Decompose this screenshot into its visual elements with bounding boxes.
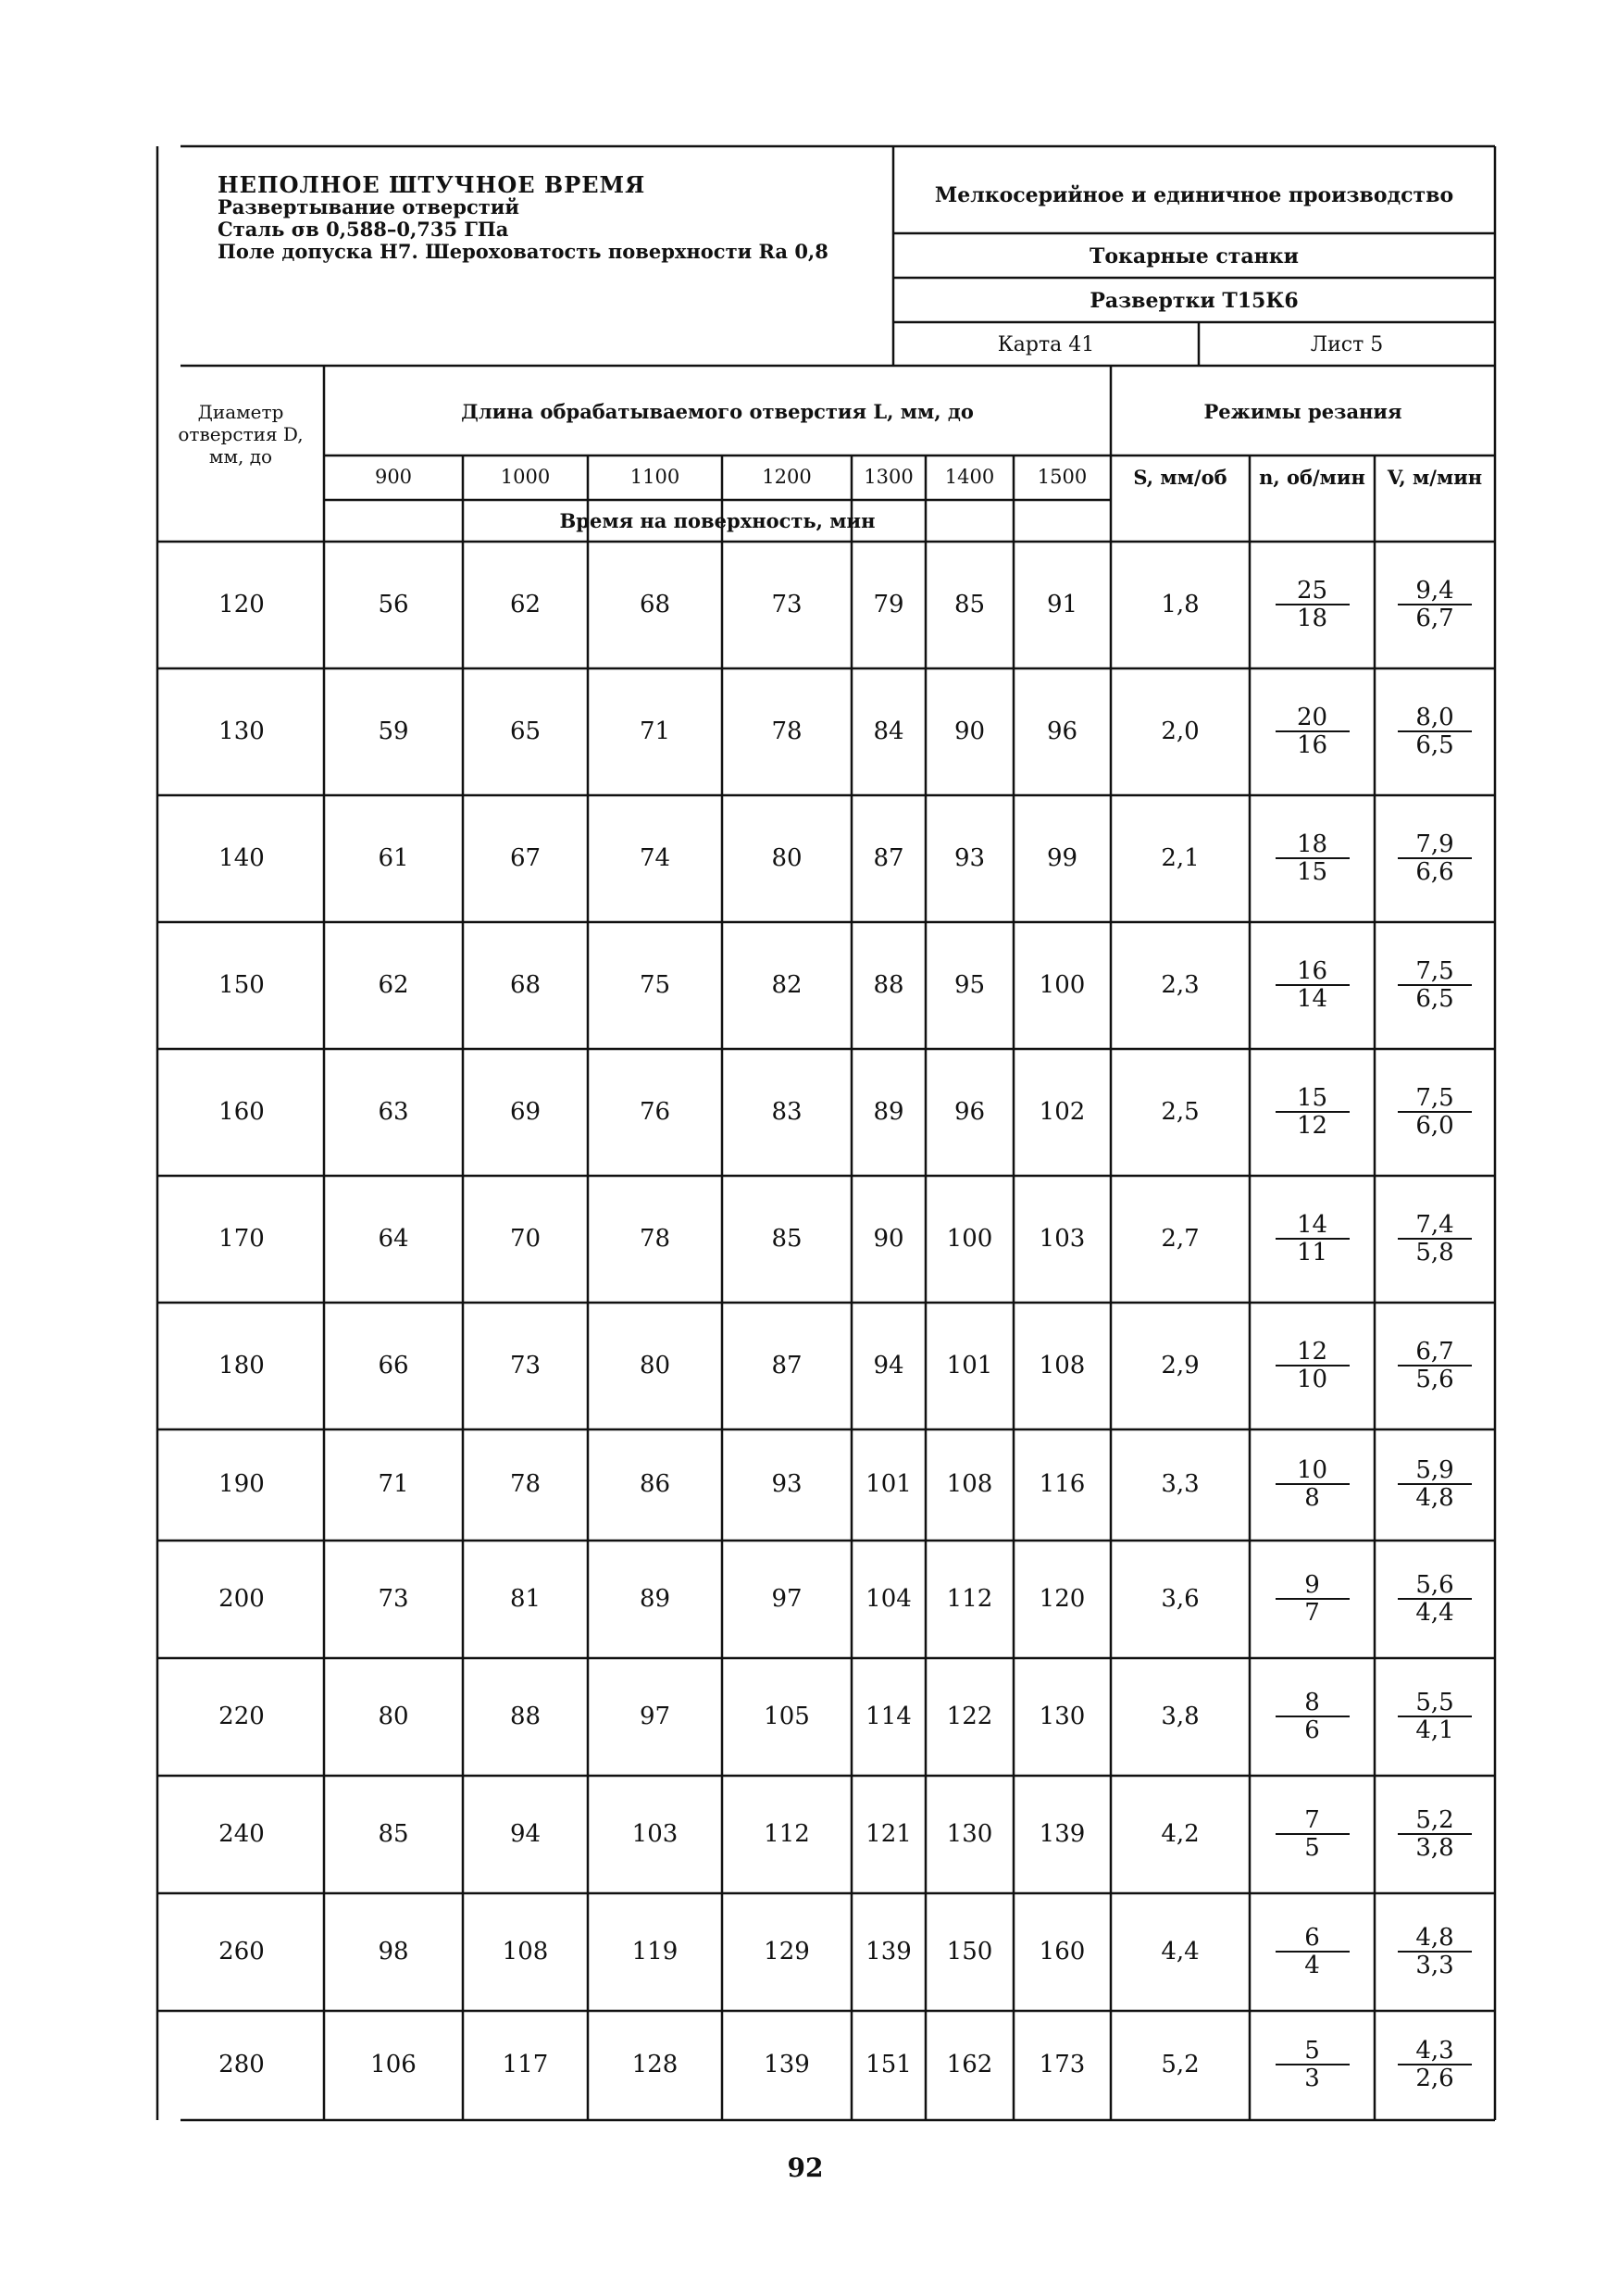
- page-number: 92: [787, 2152, 824, 2183]
- tolerance-label: Поле допуска H7. Шероховатость поверхности Ra 0,8: [218, 240, 828, 263]
- time-cell: 63: [378, 1097, 409, 1126]
- feed-cell: 2,3: [1161, 970, 1200, 999]
- rpm-fraction-numerator: 12: [1276, 1339, 1350, 1366]
- speed-fraction-numerator: 7,4: [1398, 1212, 1472, 1240]
- time-cell: 88: [509, 1702, 542, 1730]
- time-cell: 85: [378, 1819, 409, 1848]
- length-col-header: 900: [374, 466, 413, 488]
- time-cell: 94: [509, 1819, 542, 1848]
- rpm-fraction: [1276, 578, 1350, 631]
- time-cell: 108: [946, 1470, 993, 1498]
- rpm-fraction-numerator: 16: [1276, 958, 1350, 986]
- speed-fraction-denominator: 4,4: [1415, 1598, 1454, 1627]
- length-column-header: Длина обрабатываемого отверстия L, мм, до: [461, 400, 974, 423]
- diameter-cell: 120: [218, 590, 265, 618]
- time-cell: 68: [639, 590, 671, 618]
- time-cell: 117: [502, 2051, 549, 2078]
- time-cell: 96: [953, 1097, 986, 1126]
- time-cell: 130: [946, 1819, 993, 1848]
- time-cell: 69: [509, 1097, 542, 1126]
- rpm-fraction-numerator: 18: [1276, 831, 1350, 859]
- speed-fraction-numerator: 4,3: [1398, 2038, 1472, 2065]
- diameter-cell: 190: [218, 1470, 265, 1498]
- time-cell: 119: [631, 1937, 679, 1965]
- time-cell: 128: [631, 2051, 679, 2078]
- time-cell: 68: [509, 970, 542, 999]
- time-cell: 78: [509, 1470, 542, 1498]
- speed-fraction: [1398, 831, 1472, 885]
- rpm-fraction-denominator: 16: [1296, 730, 1328, 759]
- time-cell: 139: [866, 1937, 912, 1965]
- rpm-fraction-numerator: 5: [1276, 2038, 1350, 2065]
- time-cell: 85: [953, 590, 986, 618]
- time-cell: 93: [771, 1470, 803, 1498]
- rpm-fraction-denominator: 8: [1304, 1484, 1320, 1512]
- time-cell: 100: [946, 1224, 993, 1253]
- rpm-fraction-numerator: 10: [1276, 1457, 1350, 1485]
- production-type: Мелкосерийное и единичное производство: [934, 183, 1454, 207]
- rpm-fraction-numerator: 8: [1276, 1690, 1350, 1717]
- time-cell: 82: [771, 970, 803, 999]
- speed-fraction-denominator: 6,5: [1415, 984, 1454, 1013]
- time-cell: 120: [1039, 1584, 1086, 1613]
- time-cell: 78: [639, 1224, 671, 1253]
- rpm-fraction-denominator: 7: [1304, 1598, 1320, 1627]
- rpm-fraction: [1276, 1807, 1350, 1861]
- time-cell: 87: [873, 843, 904, 872]
- speed-col-header: V, м/мин: [1387, 466, 1483, 489]
- time-cell: 173: [1039, 2051, 1086, 2078]
- diameter-cell: 180: [218, 1351, 265, 1379]
- diameter-column-header: Диаметр отверстия D, мм, до: [178, 401, 304, 468]
- speed-fraction: [1398, 1339, 1472, 1392]
- diameter-cell: 160: [218, 1097, 265, 1126]
- time-cell: 62: [509, 590, 542, 618]
- rpm-fraction-numerator: 6: [1276, 1925, 1350, 1953]
- time-cell: 129: [764, 1937, 810, 1965]
- time-cell: 90: [873, 1224, 904, 1253]
- speed-fraction-denominator: 2,6: [1415, 2065, 1454, 2092]
- speed-fraction: [1398, 1085, 1472, 1139]
- speed-fraction-denominator: 6,5: [1415, 730, 1454, 759]
- time-cell: 162: [946, 2051, 993, 2078]
- length-col-header: 1100: [629, 466, 680, 488]
- feed-cell: 4,2: [1161, 1819, 1200, 1848]
- speed-fraction: [1398, 1925, 1472, 1978]
- rpm-fraction-denominator: 5: [1304, 1833, 1320, 1862]
- speed-fraction: [1398, 1572, 1472, 1626]
- speed-fraction-numerator: 9,4: [1398, 578, 1472, 605]
- rpm-fraction-numerator: 25: [1276, 578, 1350, 605]
- rpm-fraction: [1276, 2038, 1350, 2091]
- time-cell: 93: [953, 843, 986, 872]
- time-cell: 108: [1039, 1351, 1086, 1379]
- time-cell: 101: [946, 1351, 993, 1379]
- time-cell: 73: [771, 590, 803, 618]
- speed-fraction: [1398, 1457, 1472, 1511]
- rpm-fraction: [1276, 1925, 1350, 1978]
- time-cell: 94: [873, 1351, 904, 1379]
- time-cell: 139: [1039, 1819, 1086, 1848]
- time-cell: 73: [378, 1584, 409, 1613]
- speed-fraction-numerator: 5,6: [1398, 1572, 1472, 1600]
- time-cell: 122: [946, 1702, 993, 1730]
- feed-col-header: S, мм/об: [1133, 466, 1227, 489]
- header-block: [218, 171, 828, 263]
- feed-cell: 2,5: [1161, 1097, 1200, 1126]
- time-cell: 59: [378, 717, 409, 745]
- speed-fraction: [1398, 1690, 1472, 1743]
- time-cell: 139: [764, 2051, 810, 2078]
- feed-cell: 2,0: [1161, 717, 1200, 745]
- length-col-header: 1400: [944, 466, 995, 488]
- rpm-fraction-numerator: 14: [1276, 1212, 1350, 1240]
- time-cell: 89: [873, 1097, 904, 1126]
- diameter-cell: 200: [218, 1584, 265, 1613]
- speed-fraction-numerator: 5,9: [1398, 1457, 1472, 1485]
- speed-fraction-numerator: 5,2: [1398, 1807, 1472, 1835]
- diameter-cell: 140: [218, 843, 265, 872]
- speed-fraction-denominator: 6,6: [1415, 857, 1454, 886]
- sheet-number: Лист 5: [1310, 333, 1384, 356]
- rpm-fraction-denominator: 4: [1304, 1951, 1320, 1979]
- time-cell: 114: [866, 1702, 912, 1730]
- speed-fraction: [1398, 2038, 1472, 2091]
- time-cell: 97: [771, 1584, 803, 1613]
- time-cell: 80: [639, 1351, 671, 1379]
- speed-fraction: [1398, 578, 1472, 631]
- length-col-header: 1500: [1037, 466, 1088, 488]
- feed-cell: 2,7: [1161, 1224, 1200, 1253]
- time-cell: 64: [378, 1224, 409, 1253]
- feed-cell: 3,8: [1161, 1702, 1200, 1730]
- time-cell: 76: [639, 1097, 671, 1126]
- speed-fraction-numerator: 4,8: [1398, 1925, 1472, 1953]
- time-cell: 87: [771, 1351, 803, 1379]
- rpm-col-header: n, об/мин: [1259, 466, 1365, 489]
- rpm-fraction-numerator: 15: [1276, 1085, 1350, 1113]
- rpm-fraction: [1276, 1457, 1350, 1511]
- rpm-fraction: [1276, 831, 1350, 885]
- time-cell: 65: [509, 717, 542, 745]
- rpm-fraction: [1276, 958, 1350, 1012]
- rpm-fraction-denominator: 6: [1304, 1716, 1320, 1744]
- time-cell: 75: [639, 970, 671, 999]
- time-cell: 98: [378, 1937, 409, 1965]
- speed-fraction: [1398, 705, 1472, 758]
- time-cell: 73: [509, 1351, 542, 1379]
- rpm-fraction-denominator: 15: [1296, 857, 1328, 886]
- time-cell: 108: [502, 1937, 549, 1965]
- time-cell: 80: [378, 1702, 409, 1730]
- time-cell: 130: [1039, 1702, 1086, 1730]
- time-cell: 97: [639, 1702, 671, 1730]
- time-cell: 91: [1046, 590, 1078, 618]
- speed-fraction-numerator: 7,5: [1398, 958, 1472, 986]
- length-col-header: 1300: [864, 466, 914, 488]
- speed-fraction-denominator: 5,6: [1415, 1365, 1454, 1393]
- rpm-fraction: [1276, 1212, 1350, 1266]
- time-cell: 78: [771, 717, 803, 745]
- time-cell: 61: [378, 843, 409, 872]
- speed-fraction-denominator: 4,8: [1415, 1484, 1454, 1512]
- time-cell: 66: [378, 1351, 409, 1379]
- time-cell: 56: [378, 590, 409, 618]
- rpm-fraction-numerator: 9: [1276, 1572, 1350, 1600]
- time-cell: 106: [370, 2051, 417, 2078]
- modes-column-header: Режимы резания: [1203, 400, 1402, 423]
- time-cell: 70: [509, 1224, 542, 1253]
- time-cell: 62: [378, 970, 409, 999]
- time-subheader: Время на поверхность, мин: [559, 509, 876, 532]
- feed-cell: 1,8: [1161, 590, 1200, 618]
- time-cell: 102: [1039, 1097, 1086, 1126]
- length-col-header: 1200: [762, 466, 812, 488]
- diameter-cell: 260: [218, 1937, 265, 1965]
- time-cell: 104: [866, 1584, 912, 1613]
- time-cell: 96: [1046, 717, 1078, 745]
- time-cell: 150: [946, 1937, 993, 1965]
- speed-fraction-numerator: 6,7: [1398, 1339, 1472, 1366]
- feed-cell: 4,4: [1161, 1937, 1200, 1965]
- feed-cell: 3,3: [1161, 1470, 1200, 1498]
- rpm-fraction: [1276, 705, 1350, 758]
- time-cell: 160: [1039, 1937, 1086, 1965]
- time-cell: 112: [946, 1584, 993, 1613]
- time-cell: 100: [1039, 970, 1086, 999]
- machine-type: Токарные станки: [1090, 244, 1299, 268]
- time-cell: 99: [1046, 843, 1078, 872]
- rpm-fraction-denominator: 12: [1296, 1111, 1328, 1140]
- time-cell: 85: [771, 1224, 803, 1253]
- speed-fraction-denominator: 4,1: [1415, 1716, 1454, 1744]
- page-title: НЕПОЛНОЕ ШТУЧНОЕ ВРЕМЯ: [218, 171, 646, 198]
- time-cell: 88: [873, 970, 904, 999]
- speed-fraction-denominator: 5,8: [1415, 1238, 1454, 1267]
- time-cell: 83: [771, 1097, 803, 1126]
- rpm-fraction-denominator: 18: [1296, 604, 1328, 632]
- diameter-cell: 150: [218, 970, 265, 999]
- speed-fraction-denominator: 3,8: [1415, 1833, 1454, 1862]
- time-cell: 86: [639, 1470, 671, 1498]
- diameter-cell: 170: [218, 1224, 265, 1253]
- speed-fraction-numerator: 8,0: [1398, 705, 1472, 732]
- time-cell: 116: [1039, 1470, 1086, 1498]
- time-cell: 103: [1039, 1224, 1086, 1253]
- rpm-fraction: [1276, 1085, 1350, 1139]
- speed-fraction: [1398, 1807, 1472, 1861]
- rpm-fraction: [1276, 1339, 1350, 1392]
- speed-fraction-numerator: 5,5: [1398, 1690, 1472, 1717]
- rpm-fraction: [1276, 1690, 1350, 1743]
- time-cell: 89: [639, 1584, 671, 1613]
- time-cell: 81: [509, 1584, 542, 1613]
- length-col-header: 1000: [500, 466, 551, 488]
- material-label: Сталь σв 0,588–0,735 ГПа: [218, 218, 509, 241]
- feed-cell: 2,1: [1161, 843, 1200, 872]
- rpm-fraction-numerator: 20: [1276, 705, 1350, 732]
- diameter-cell: 130: [218, 717, 265, 745]
- rpm-fraction-denominator: 11: [1296, 1238, 1328, 1267]
- time-cell: 151: [866, 2051, 912, 2078]
- time-cell: 79: [873, 590, 904, 618]
- operation-label: Развертывание отверстий: [218, 195, 519, 218]
- rpm-fraction-numerator: 7: [1276, 1807, 1350, 1835]
- time-cell: 84: [873, 717, 904, 745]
- diameter-cell: 240: [218, 1819, 265, 1848]
- time-cell: 71: [639, 717, 671, 745]
- time-cell: 90: [953, 717, 986, 745]
- speed-fraction: [1398, 958, 1472, 1012]
- time-cell: 71: [378, 1470, 409, 1498]
- time-cell: 74: [639, 843, 671, 872]
- speed-fraction-denominator: 6,0: [1415, 1111, 1454, 1140]
- time-cell: 103: [631, 1819, 679, 1848]
- speed-fraction-denominator: 6,7: [1415, 604, 1454, 632]
- speed-fraction: [1398, 1212, 1472, 1266]
- time-cell: 101: [866, 1470, 912, 1498]
- rpm-fraction: [1276, 1572, 1350, 1626]
- speed-fraction-numerator: 7,9: [1398, 831, 1472, 859]
- time-cell: 105: [764, 1702, 810, 1730]
- diameter-cell: 280: [218, 2051, 265, 2078]
- diameter-cell: 220: [218, 1702, 265, 1730]
- time-cell: 95: [953, 970, 986, 999]
- rpm-fraction-denominator: 10: [1296, 1365, 1328, 1393]
- feed-cell: 3,6: [1161, 1584, 1200, 1613]
- speed-fraction-denominator: 3,3: [1415, 1951, 1454, 1979]
- time-cell: 67: [509, 843, 542, 872]
- time-cell: 121: [866, 1819, 912, 1848]
- rpm-fraction-denominator: 14: [1296, 984, 1328, 1013]
- time-cell: 80: [771, 843, 803, 872]
- time-cell: 112: [764, 1819, 810, 1848]
- feed-cell: 5,2: [1161, 2051, 1200, 2078]
- tool-type: Развертки Т15К6: [1090, 289, 1299, 313]
- card-number: Карта 41: [997, 333, 1095, 356]
- speed-fraction-numerator: 7,5: [1398, 1085, 1472, 1113]
- rpm-fraction-denominator: 3: [1304, 2065, 1320, 2092]
- feed-cell: 2,9: [1161, 1351, 1200, 1379]
